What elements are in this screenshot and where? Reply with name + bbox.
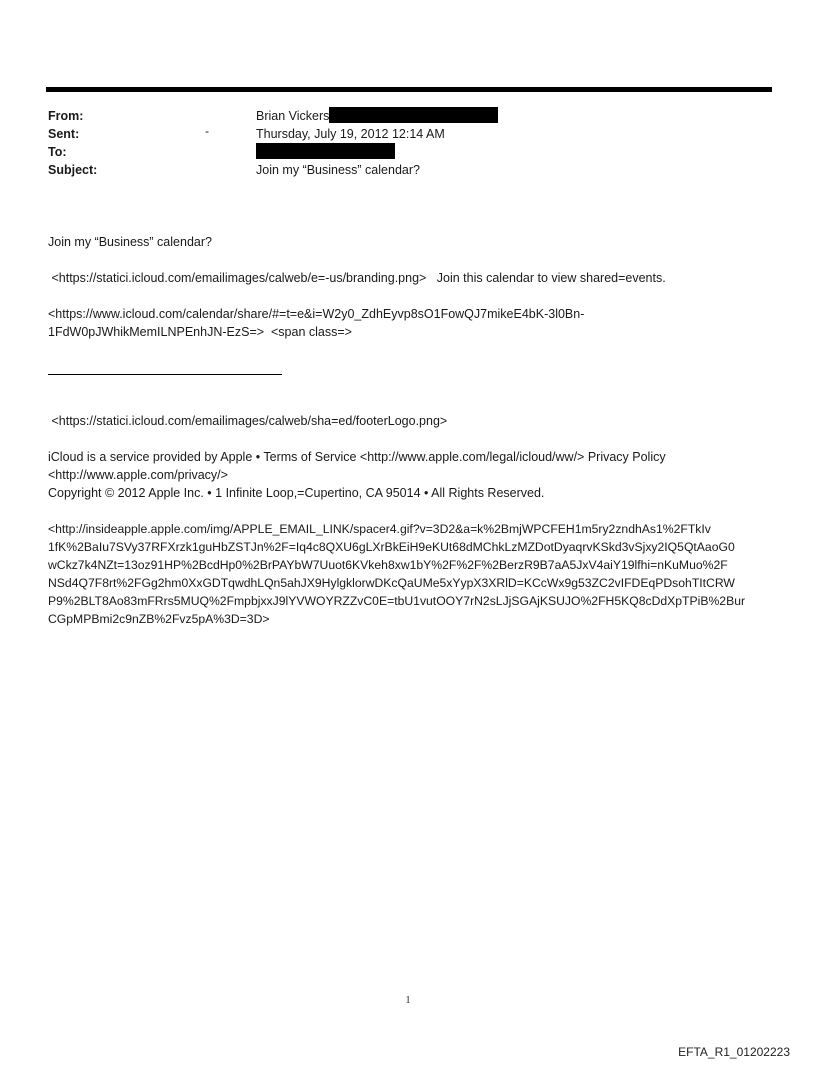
to-label: To:: [48, 145, 67, 159]
body-calendar-link: <https://www.icloud.com/calendar/share/#=t=e&i=W2y0_ZdhEyvp8sO1FowQJ7mikeE4bK-3l0Bn- 1FdW0pJWhikMemILNPEnhJN-EzS=> <span class=>: [48, 307, 585, 339]
subject-label: Subject:: [48, 163, 98, 177]
body-greeting: Join my “Business” calendar?: [48, 235, 212, 249]
sent-dash: -: [205, 124, 209, 138]
body-tracking-link: <http://insideapple.apple.com/img/APPLE_EMAIL_LINK/spacer4.gif?v=3D2&a=k%2BmjWPCFEH1m5ry2zndhAs1%2FTkIv 1fK%2BaIu7SVy37RFXrzk1guHbZSTJn%2F=Iq4c8QXU6gLXrBkEiH9eKUt68dMChkLzMZDotDyaqrvKSkd3vSjxy2IQ5QtAaoG0 wCkz7k4NZt=13oz91HP%2BcdHp0%2BrPAYbW7Uuot6KVkeh8xw1bY%2F%2F%2BerzR9B7aA5JxV4aiY19lfhi=nKuMuo%2F NSd4Q7F8rt%2FGg2hm0XxGDTqwdhLQn5ahJX9HylgklorwDKcQaUMe5xYypX3XRlD=KCcWx9g53ZC2vIFDEqPDsohTItCRW P9%2BLT8Ao83mFRrs5MUQ%2FmpbjxxJ9lYVWOYRZZvC0E=tbU1vutOOY7rN2sLJjSGAjKSUJO%2FH5KQ8cDdXpTPiB%2Bur CGpMPBmi2c9nZB%2Fvz5pA%3D=3D>: [48, 522, 746, 626]
to-row: [48, 143, 248, 161]
subject-value: Join my “Business” calendar?: [256, 163, 420, 177]
document-id: EFTA_R1_01202223: [678, 1045, 790, 1059]
from-value: Brian Vickers: [256, 109, 330, 123]
redaction-box: [256, 143, 395, 159]
body-branding-link: <https://statici.icloud.com/emailimages/calweb/e=-us/branding.png> Join this calendar to view shared=events.: [48, 271, 666, 285]
body-apple-footer: iCloud is a service provided by Apple • Terms of Service <http://www.apple.com/legal/icloud/ww/> Privacy Policy <http://www.apple.com/privacy/> Copyright © 2012 Apple Inc. • 1 Infinite Loop,=Cupertino, CA 95014 • All Rights Reserved.: [48, 450, 666, 500]
redaction-box: [329, 107, 498, 123]
sent-value: Thursday, July 19, 2012 12:14 AM: [256, 127, 445, 141]
divider-rule: [48, 374, 282, 375]
page-number: 1: [405, 995, 411, 1006]
body-footer-logo-link: <https://statici.icloud.com/emailimages/calweb/sha=ed/footerLogo.png>: [48, 414, 448, 428]
from-label: From:: [48, 109, 84, 123]
subject-row: [48, 161, 420, 179]
sent-row: [48, 124, 445, 143]
from-row: [48, 107, 330, 125]
top-rule: [46, 87, 772, 92]
sent-label: Sent:: [48, 127, 80, 141]
